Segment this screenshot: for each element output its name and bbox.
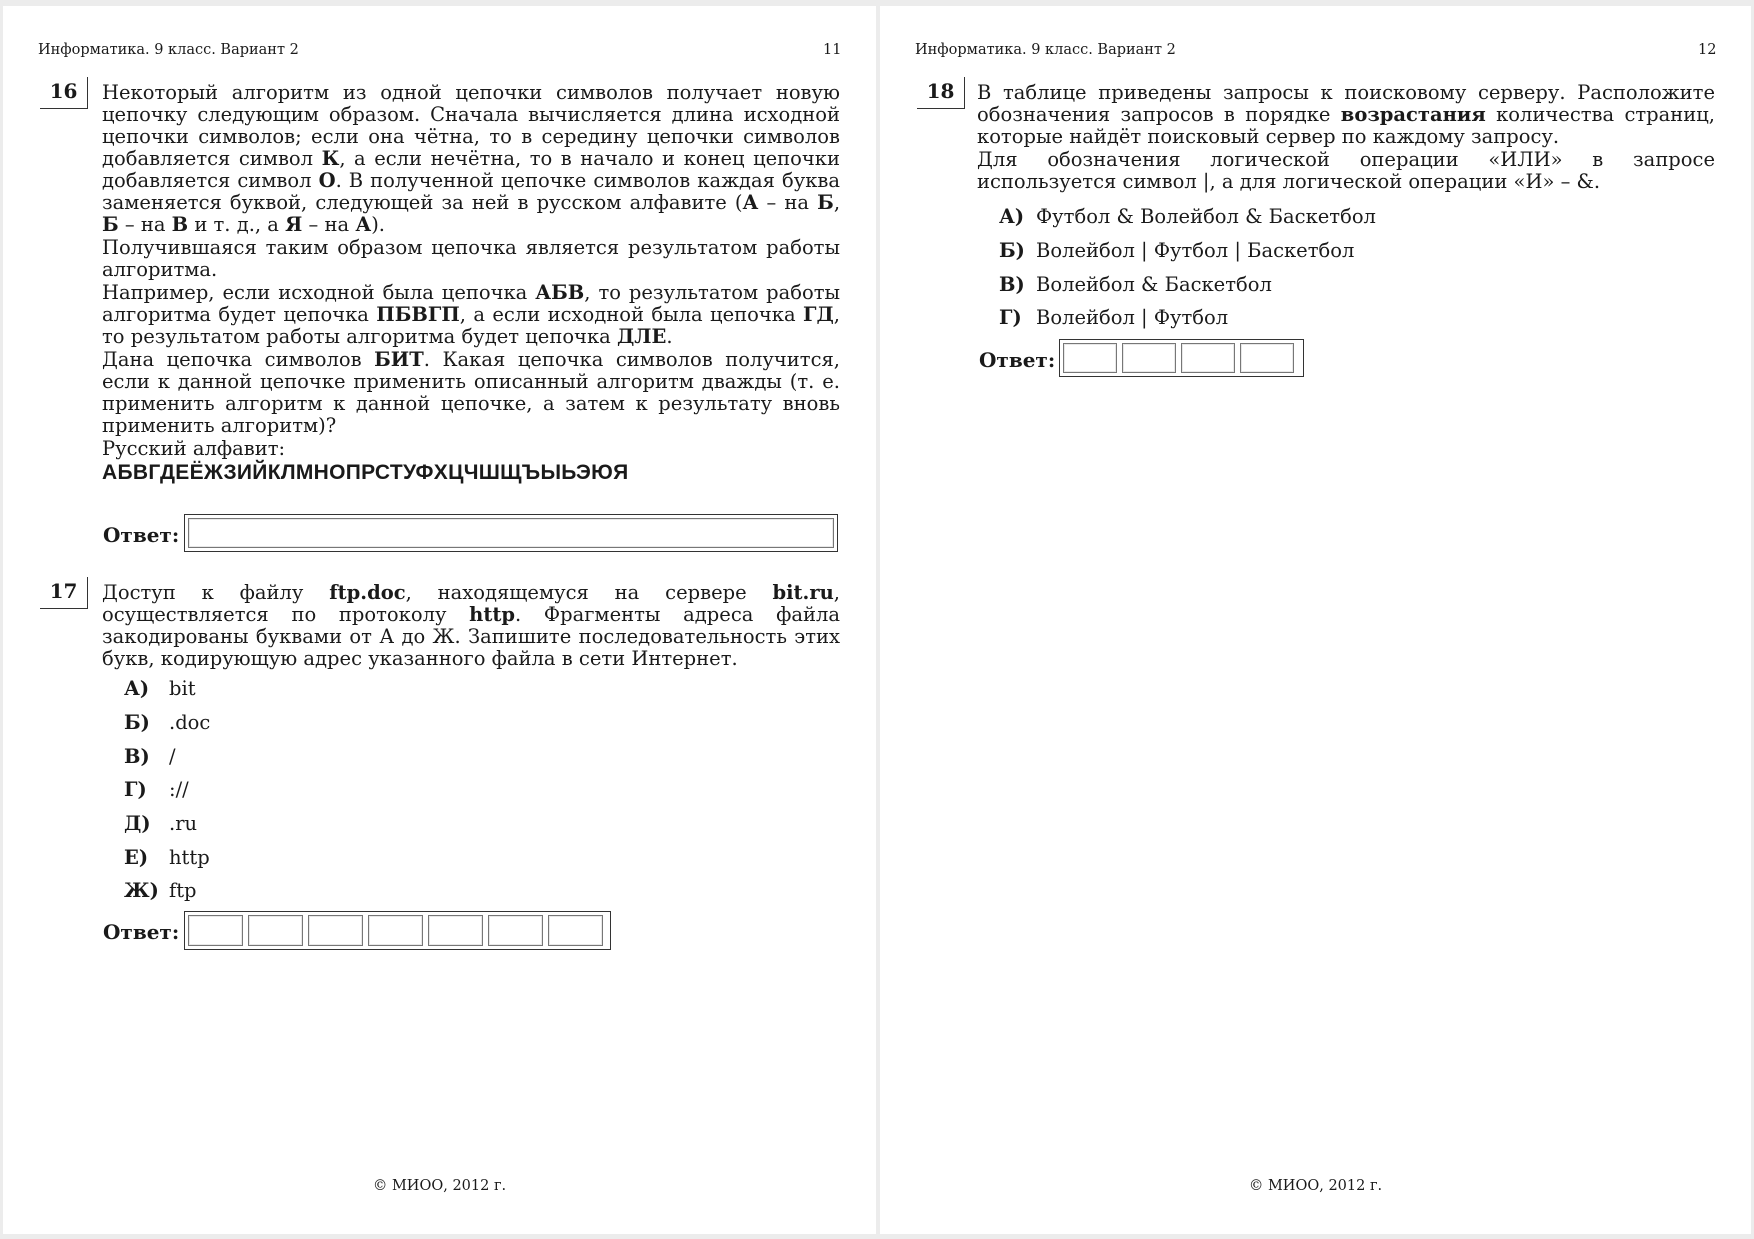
q17-option: Г) :// xyxy=(124,778,189,802)
russian-alphabet: АБВГДЕЁЖЗИЙКЛМНОПРСТУФХЦЧШЩЪЫЬЭЮЯ xyxy=(102,461,629,484)
answer-label-18: Ответ: xyxy=(979,348,1056,372)
answer-input-16[interactable] xyxy=(188,518,834,548)
question-18-text xyxy=(977,82,1715,194)
q18-option: Г) Волейбол | Футбол xyxy=(999,306,1229,330)
q17-option: А) bit xyxy=(124,677,196,701)
answer-cell[interactable] xyxy=(1240,343,1294,373)
q18-paragraph-2: Для обозначения логической операции «ИЛИ» в запросе используется символ |, а для логической операции «И» – &. xyxy=(977,148,1715,193)
question-16-text xyxy=(102,82,840,485)
answer-cell[interactable] xyxy=(548,915,603,946)
question-number-16: 16 xyxy=(40,77,88,109)
q16-paragraph-5: Русский алфавит: xyxy=(102,437,286,460)
answer-cell[interactable] xyxy=(308,915,363,946)
answer-cell[interactable] xyxy=(428,915,483,946)
q17-paragraph: Доступ к файлу ftp.doc, находящемуся на сервере bit.ru, осуществляется по протоколу http. Фрагменты адреса файла закодированы буквами от А до Ж. Запишите последовательность этих букв, кодирующую адрес указанного файла в сети Интернет. xyxy=(102,581,840,670)
answer-cell[interactable] xyxy=(248,915,303,946)
page-footer: © МИОО, 2012 г. xyxy=(372,1178,507,1194)
answer-cell[interactable] xyxy=(368,915,423,946)
answer-box-17[interactable] xyxy=(184,911,611,950)
page-header: Информатика. 9 класс. Вариант 2 xyxy=(915,42,1176,58)
q16-paragraph-2: Получившаяся таким образом цепочка является результатом работы алгоритма. xyxy=(102,236,840,281)
q17-option: Е) http xyxy=(124,845,210,869)
right-page xyxy=(880,6,1751,1234)
left-page xyxy=(3,6,876,1234)
q16-paragraph-3: Например, если исходной была цепочка АБВ, то результатом работы алгоритма будет цепочка ПБВГП, а если исходной была цепочка ГД, то результатом работы алгоритма будет цепочка ДЛЕ. xyxy=(102,281,840,348)
q18-options xyxy=(999,200,1376,335)
answer-cell[interactable] xyxy=(188,915,243,946)
q16-paragraph-1: Некоторый алгоритм из одной цепочки символов получает новую цепочку следующим образом. Сначала вычисляется длина исходной цепочки символов; если она чётна, то в середину цепочки символов добавляется символ К, а если нечётна, то в начало и конец цепочки добавляется символ О. В полученной цепочке символов каждая буква заменяется буквой, следующей за ней в русском алфавите (А – на Б, Б – на В и т. д., а Я – на А). xyxy=(102,81,841,236)
answer-cell[interactable] xyxy=(1063,343,1117,373)
q18-paragraph-1: В таблице приведены запросы к поисковому серверу. Расположите обозначения запросов в порядке возрастания количества страниц, которые найдёт поисковый сервер по каждому запросу. xyxy=(977,81,1715,148)
page-number: 11 xyxy=(823,42,842,58)
page-header: Информатика. 9 класс. Вариант 2 xyxy=(38,42,299,58)
answer-cell[interactable] xyxy=(1122,343,1176,373)
question-number-18: 18 xyxy=(917,77,965,109)
page-number: 12 xyxy=(1698,42,1717,58)
page-footer: © МИОО, 2012 г. xyxy=(1248,1178,1383,1194)
q17-option: Ж) ftp xyxy=(124,879,197,903)
answer-cell[interactable] xyxy=(1181,343,1235,373)
answer-box-18[interactable] xyxy=(1059,339,1304,377)
q18-option: А) Футбол & Волейбол & Баскетбол xyxy=(999,205,1376,229)
question-17-text xyxy=(102,582,840,671)
q18-option: В) Волейбол & Баскетбол xyxy=(999,272,1272,296)
answer-cell[interactable] xyxy=(488,915,543,946)
q17-options xyxy=(124,672,210,908)
q16-paragraph-4: Дана цепочка символов БИТ. Какая цепочка символов получится, если к данной цепочке применить описанный алгоритм дважды (т. е. применить алгоритм к данной цепочке, а затем к результату вновь применить алгоритм)? xyxy=(102,348,840,437)
answer-label-17: Ответ: xyxy=(103,920,180,944)
answer-label-16: Ответ: xyxy=(103,523,180,547)
q17-option: Б) .doc xyxy=(124,711,211,735)
question-number-17: 17 xyxy=(40,577,88,609)
q17-option: В) / xyxy=(124,744,176,768)
answer-box-16[interactable] xyxy=(184,514,838,552)
q18-option: Б) Волейбол | Футбол | Баскетбол xyxy=(999,239,1355,263)
q17-option: Д) .ru xyxy=(124,812,198,836)
